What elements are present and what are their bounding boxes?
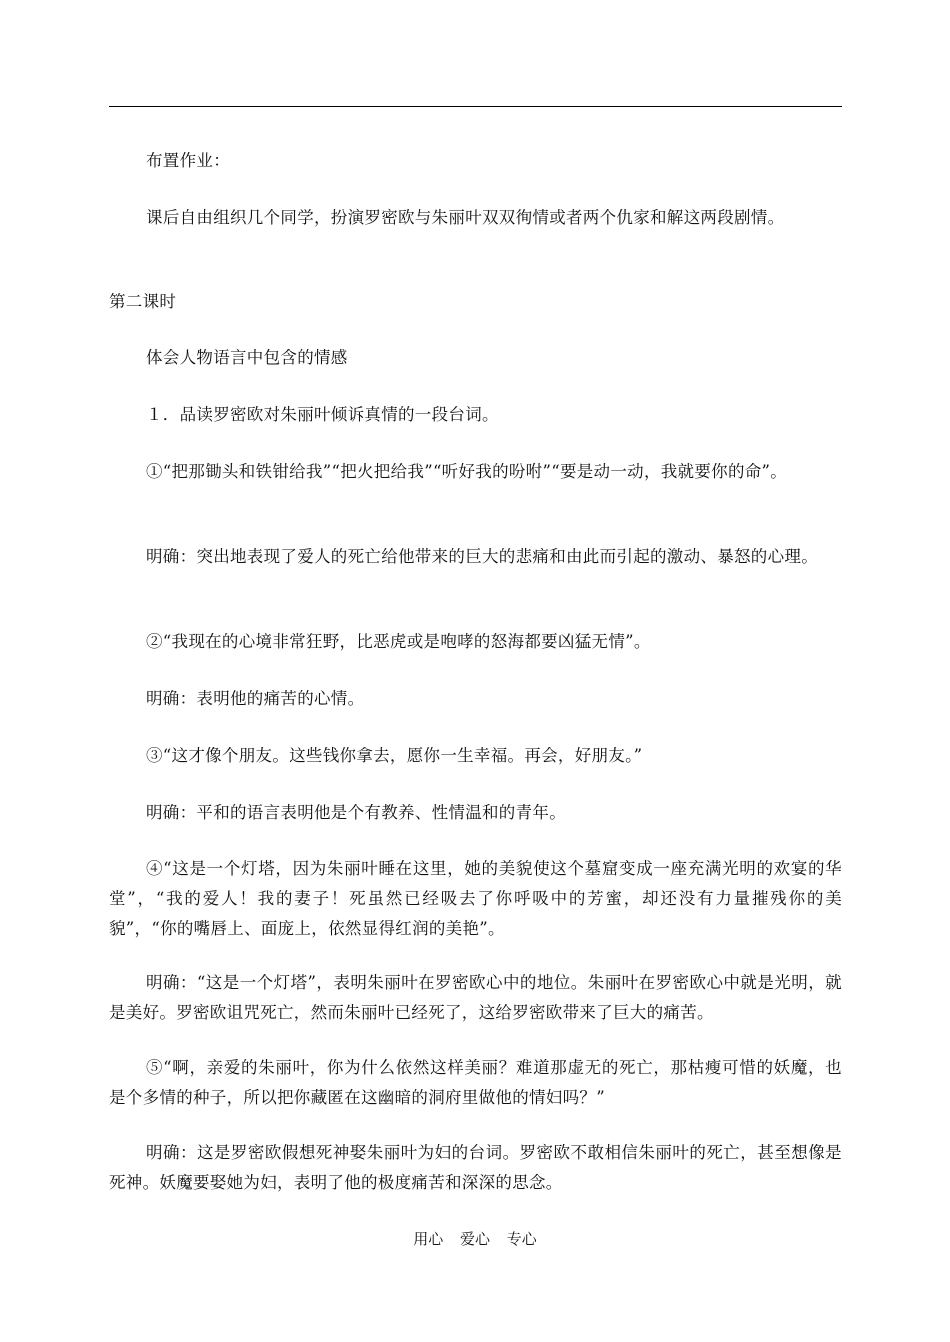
answer-2: 明确：表明他的痛苦的心情。 — [146, 689, 365, 708]
task-item-1: １．品读罗密欧对朱丽叶倾诉真情的一段台词。 — [146, 405, 499, 424]
section-heading: 体会人物语言中包含的情感 — [146, 348, 348, 367]
lesson-heading: 第二课时 — [109, 292, 177, 311]
quote-2: ②“我现在的心境非常狂野，比恶虎或是咆哮的怒海都要凶猛无情”。 — [146, 632, 651, 651]
header-rule — [109, 106, 842, 107]
quote-5: ⑤“啊，亲爱的朱丽叶，你为什么依然这样美丽？难道那虚无的死亡，那枯瘦可惜的妖魔，也是个多情的种子，所以把你藏匿在这幽暗的洞府里做他的情妇吗？” — [109, 1058, 842, 1107]
homework-text: 课后自由组织几个同学，扮演罗密欧与朱丽叶双双徇情或者两个仇家和解这两段剧情。 — [146, 208, 785, 227]
footer-text-1: 用心 — [413, 1230, 444, 1248]
answer-1: 明确：突出地表现了爱人的死亡给他带来的巨大的悲痛和由此而引起的激动、暴怒的心理。 — [146, 547, 818, 566]
footer-text-3: 专心 — [506, 1230, 537, 1248]
page-footer — [0, 1228, 950, 1249]
answer-5: 明确：这是罗密欧假想死神娶朱丽叶为妇的台词。罗密欧不敢相信朱丽叶的死亡，甚至想像是死神。妖魔要娶她为妇，表明了他的极度痛苦和深深的思念。 — [109, 1143, 842, 1192]
footer-text-2: 爱心 — [459, 1230, 490, 1248]
homework-heading: 布置作业： — [146, 151, 230, 170]
answer-3: 明确：平和的语言表明他是个有教养、性情温和的青年。 — [146, 803, 566, 822]
quote-3: ③“这才像个朋友。这些钱你拿去，愿你一生幸福。再会，好朋友。” — [146, 746, 643, 765]
answer-4: 明确：“这是一个灯塔”，表明朱丽叶在罗密欧心中的地位。朱丽叶在罗密欧心中就是光明，就是美好。罗密欧诅咒死亡，然而朱丽叶已经死了，这给罗密欧带来了巨大的痛苦。 — [109, 973, 842, 1022]
quote-4: ④“这是一个灯塔，因为朱丽叶睡在这里，她的美貌使这个墓窟变成一座充满光明的欢宴的华堂”，“我的爱人！我的妻子！死虽然已经吸去了你呼吸中的芳蜜，却还没有力量摧残你的美貌”，“你的嘴唇上、面庞上，依然显得红润的美艳”。 — [109, 859, 842, 938]
quote-1: ①“把那锄头和铁钳给我”“把火把给我”“听好我的吩咐”“要是动一动，我就要你的命”。 — [146, 462, 788, 481]
